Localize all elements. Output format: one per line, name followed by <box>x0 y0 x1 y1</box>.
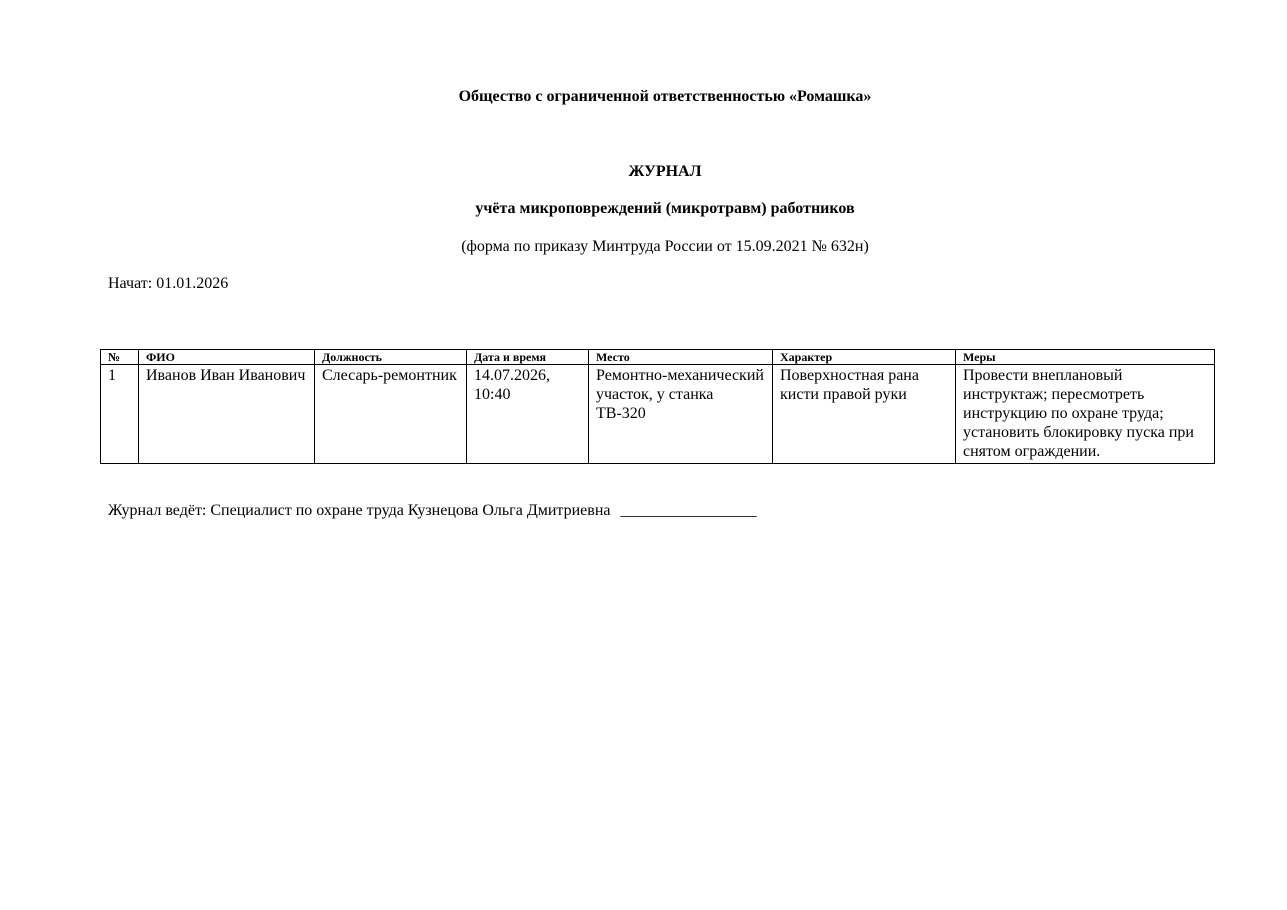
header-fio: ФИО <box>139 350 315 365</box>
cell-nature: Поверхностная рана кисти правой руки <box>773 365 956 464</box>
cell-position: Слесарь-ремонтник <box>315 365 467 464</box>
journal-title: ЖУРНАЛ <box>628 163 702 180</box>
header-position: Должность <box>315 350 467 365</box>
cell-place: Ремонтно-механический участок, у станка ТВ-320 <box>589 365 773 464</box>
cell-measures: Провести внеплановый инструктаж; пересмотреть инструкцию по охране труда; установить блокировку пуска при снятом ограждении. <box>956 365 1215 464</box>
header-num: № <box>101 350 139 365</box>
table-header-row <box>101 350 1215 365</box>
cell-datetime: 14.07.2026, 10:40 <box>467 365 589 464</box>
keeper-text: Журнал ведёт: Специалист по охране труда Кузнецова Ольга Дмитриевна <box>108 502 611 519</box>
signature-line: _________________ <box>620 502 757 519</box>
cell-fio: Иванов Иван Иванович <box>139 365 315 464</box>
header-nature: Характер <box>773 350 956 365</box>
header-place: Место <box>589 350 773 365</box>
table-row <box>101 365 1215 464</box>
injury-journal-table <box>100 349 1215 464</box>
form-reference: (форма по приказу Минтруда России от 15.09.2021 № 632н) <box>461 238 869 255</box>
started-date: Начат: 01.01.2026 <box>108 275 229 292</box>
organization-name: Общество с ограниченной ответственностью «Ромашка» <box>458 88 872 105</box>
journal-keeper <box>108 501 757 521</box>
cell-num: 1 <box>101 365 139 464</box>
journal-subtitle: учёта микроповреждений (микротравм) работников <box>475 200 855 217</box>
header-measures: Меры <box>956 350 1215 365</box>
header-datetime: Дата и время <box>467 350 589 365</box>
